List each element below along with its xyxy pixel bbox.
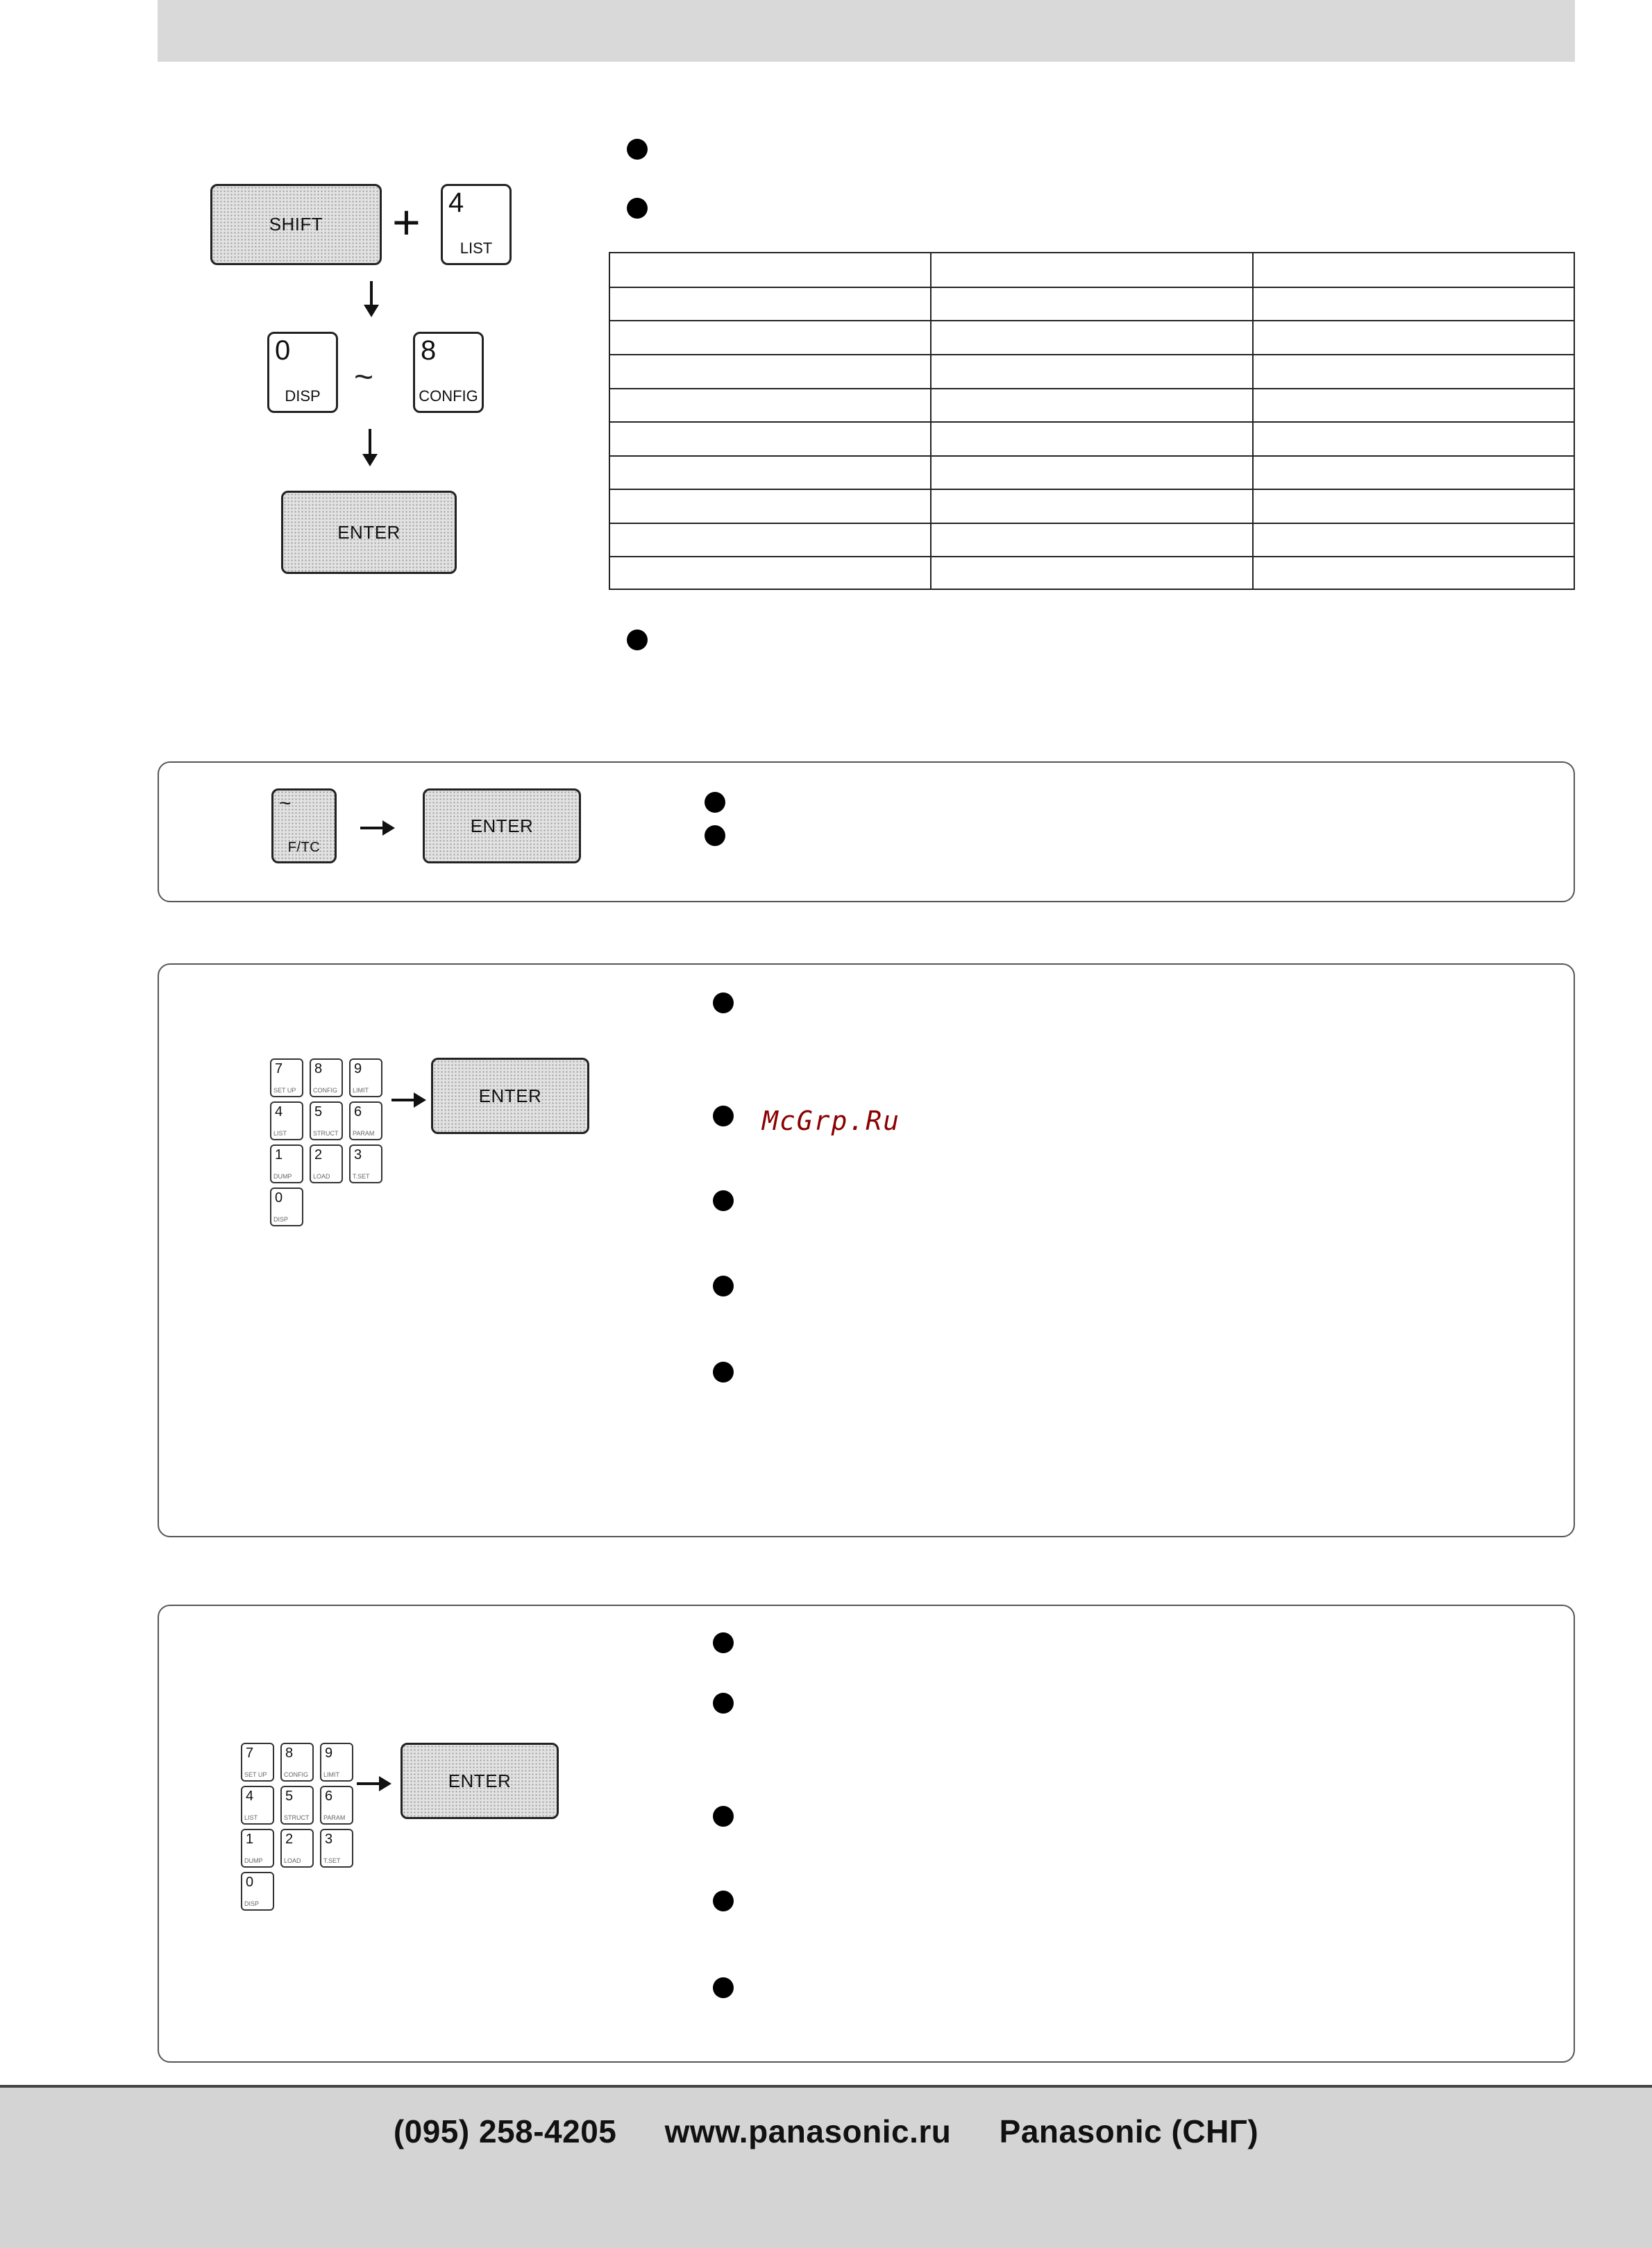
keypad-key-5 (310, 1101, 343, 1140)
bullet-icon (627, 629, 648, 650)
keypad-key-3 (349, 1144, 382, 1183)
bullet-icon (713, 1632, 734, 1653)
keypad-key-label: CONFIG (284, 1771, 308, 1778)
keypad-key-number: 5 (314, 1104, 323, 1119)
keypad-key-label: DISP (244, 1900, 260, 1907)
watermark: McGrp.Ru (762, 1106, 901, 1136)
range-tilde: ~ (354, 359, 374, 396)
enter-key (401, 1743, 559, 1819)
keypad-key-3 (320, 1829, 353, 1868)
bullet-icon (713, 1891, 734, 1911)
keypad-key-label: SET UP (273, 1087, 296, 1094)
keypad-key-label: DISP (273, 1216, 289, 1223)
config-key (413, 332, 484, 413)
header-bar (158, 0, 1575, 62)
enter-key-label: ENTER (470, 815, 534, 836)
keypad-key-9 (320, 1743, 353, 1782)
arrow-down-icon (369, 429, 371, 457)
keypad-key-9 (349, 1058, 382, 1097)
plus-sign: + (392, 195, 421, 249)
keypad-key-0 (270, 1188, 303, 1226)
settings-table (609, 252, 1575, 590)
keypad-key-label: LIST (244, 1814, 258, 1821)
keypad-key-number: 0 (246, 1875, 254, 1890)
disp-key-number: 0 (275, 335, 291, 366)
keypad-key-number: 6 (354, 1104, 362, 1119)
bullet-icon (713, 1693, 734, 1714)
keypad-key-label: STRUCT (313, 1130, 339, 1137)
disp-key-label: DISP (285, 387, 321, 405)
keypad-key-7 (241, 1743, 274, 1782)
bullet-icon (713, 1362, 734, 1383)
list-key-label: LIST (460, 239, 493, 257)
keypad-key-4 (270, 1101, 303, 1140)
arrow-right-icon (391, 1099, 416, 1101)
shift-key-label: SHIFT (269, 214, 323, 235)
bullet-icon (627, 139, 648, 160)
keypad-key-label: LIMIT (323, 1771, 340, 1778)
arrow-down-icon (370, 281, 373, 307)
list-key-number: 4 (448, 187, 464, 218)
panel-keypad-2 (158, 1605, 1575, 2063)
keypad-key-label: SET UP (244, 1771, 267, 1778)
enter-key (281, 491, 457, 574)
bullet-icon (713, 992, 734, 1013)
keypad-key-1 (270, 1144, 303, 1183)
keypad-key-number: 1 (246, 1832, 254, 1847)
bullet-icon (713, 1276, 734, 1296)
keypad-key-label: LOAD (313, 1173, 330, 1180)
bullet-icon (713, 1806, 734, 1827)
bullet-icon (705, 825, 725, 846)
footer-website-link[interactable]: www.panasonic.ru (664, 2113, 952, 2149)
ftc-key-label: F/TC (287, 840, 321, 855)
keypad-key-6 (320, 1786, 353, 1825)
keypad-key-2 (310, 1144, 343, 1183)
keypad-key-number: 7 (246, 1746, 254, 1761)
bullet-icon (713, 1106, 734, 1126)
arrow-right-icon (360, 827, 385, 829)
bullet-icon (713, 1190, 734, 1211)
keypad-key-2 (280, 1829, 314, 1868)
ftc-key (271, 788, 337, 863)
keypad-key-number: 4 (246, 1789, 254, 1804)
keypad-key-label: PARAM (353, 1130, 375, 1137)
keypad-key-8 (310, 1058, 343, 1097)
keypad-key-label: T.SET (353, 1173, 370, 1180)
keypad-key-number: 9 (354, 1061, 362, 1076)
keypad-key-0 (241, 1872, 274, 1911)
panel-keypad-1 (158, 963, 1575, 1537)
list-key (441, 184, 512, 265)
keypad-key-number: 1 (275, 1147, 283, 1163)
keypad-key-number: 2 (314, 1147, 323, 1163)
keypad-key-label: LOAD (284, 1857, 301, 1864)
keypad-key-label: DUMP (244, 1857, 263, 1864)
bullet-icon (705, 792, 725, 813)
bullet-icon (713, 1977, 734, 1998)
enter-key-label: ENTER (337, 521, 401, 543)
ftc-key-symbol: ~ (279, 792, 292, 815)
keypad-key-4 (241, 1786, 274, 1825)
keypad-key-label: CONFIG (313, 1087, 337, 1094)
keypad-key-6 (349, 1101, 382, 1140)
keypad-key-number: 4 (275, 1104, 283, 1119)
numeric-keypad (241, 1743, 352, 1916)
keypad-key-number: 8 (285, 1746, 294, 1761)
keypad-key-number: 6 (325, 1789, 333, 1804)
keypad-key-label: LIMIT (353, 1087, 369, 1094)
keypad-key-number: 3 (354, 1147, 362, 1163)
keypad-key-7 (270, 1058, 303, 1097)
keypad-key-label: DUMP (273, 1173, 292, 1180)
keypad-key-number: 2 (285, 1832, 294, 1847)
keypad-key-number: 5 (285, 1789, 294, 1804)
keypad-key-number: 8 (314, 1061, 323, 1076)
keypad-key-8 (280, 1743, 314, 1782)
footer-text (0, 2113, 1652, 2150)
enter-key (431, 1058, 589, 1134)
keypad-key-5 (280, 1786, 314, 1825)
shift-key (210, 184, 382, 265)
panel-ftc (158, 761, 1575, 902)
enter-key (423, 788, 581, 863)
bullet-icon (627, 198, 648, 219)
keypad-key-number: 7 (275, 1061, 283, 1076)
keypad-key-label: STRUCT (284, 1814, 310, 1821)
footer-phone: (095) 258-4205 (393, 2113, 617, 2149)
keypad-key-number: 0 (275, 1190, 283, 1206)
keypad-key-label: PARAM (323, 1814, 346, 1821)
footer (0, 2085, 1652, 2248)
config-key-number: 8 (421, 335, 437, 366)
keypad-key-1 (241, 1829, 274, 1868)
arrow-right-icon (357, 1782, 382, 1785)
footer-brand: Panasonic (СНГ) (999, 2113, 1259, 2149)
keypad-key-number: 3 (325, 1832, 333, 1847)
numeric-keypad (270, 1058, 381, 1232)
config-key-label: CONFIG (419, 387, 478, 405)
keypad-key-label: LIST (273, 1130, 287, 1137)
keypad-key-label: T.SET (323, 1857, 341, 1864)
enter-key-label: ENTER (448, 1770, 512, 1791)
disp-key (267, 332, 338, 413)
enter-key-label: ENTER (478, 1085, 542, 1106)
keypad-key-number: 9 (325, 1746, 333, 1761)
